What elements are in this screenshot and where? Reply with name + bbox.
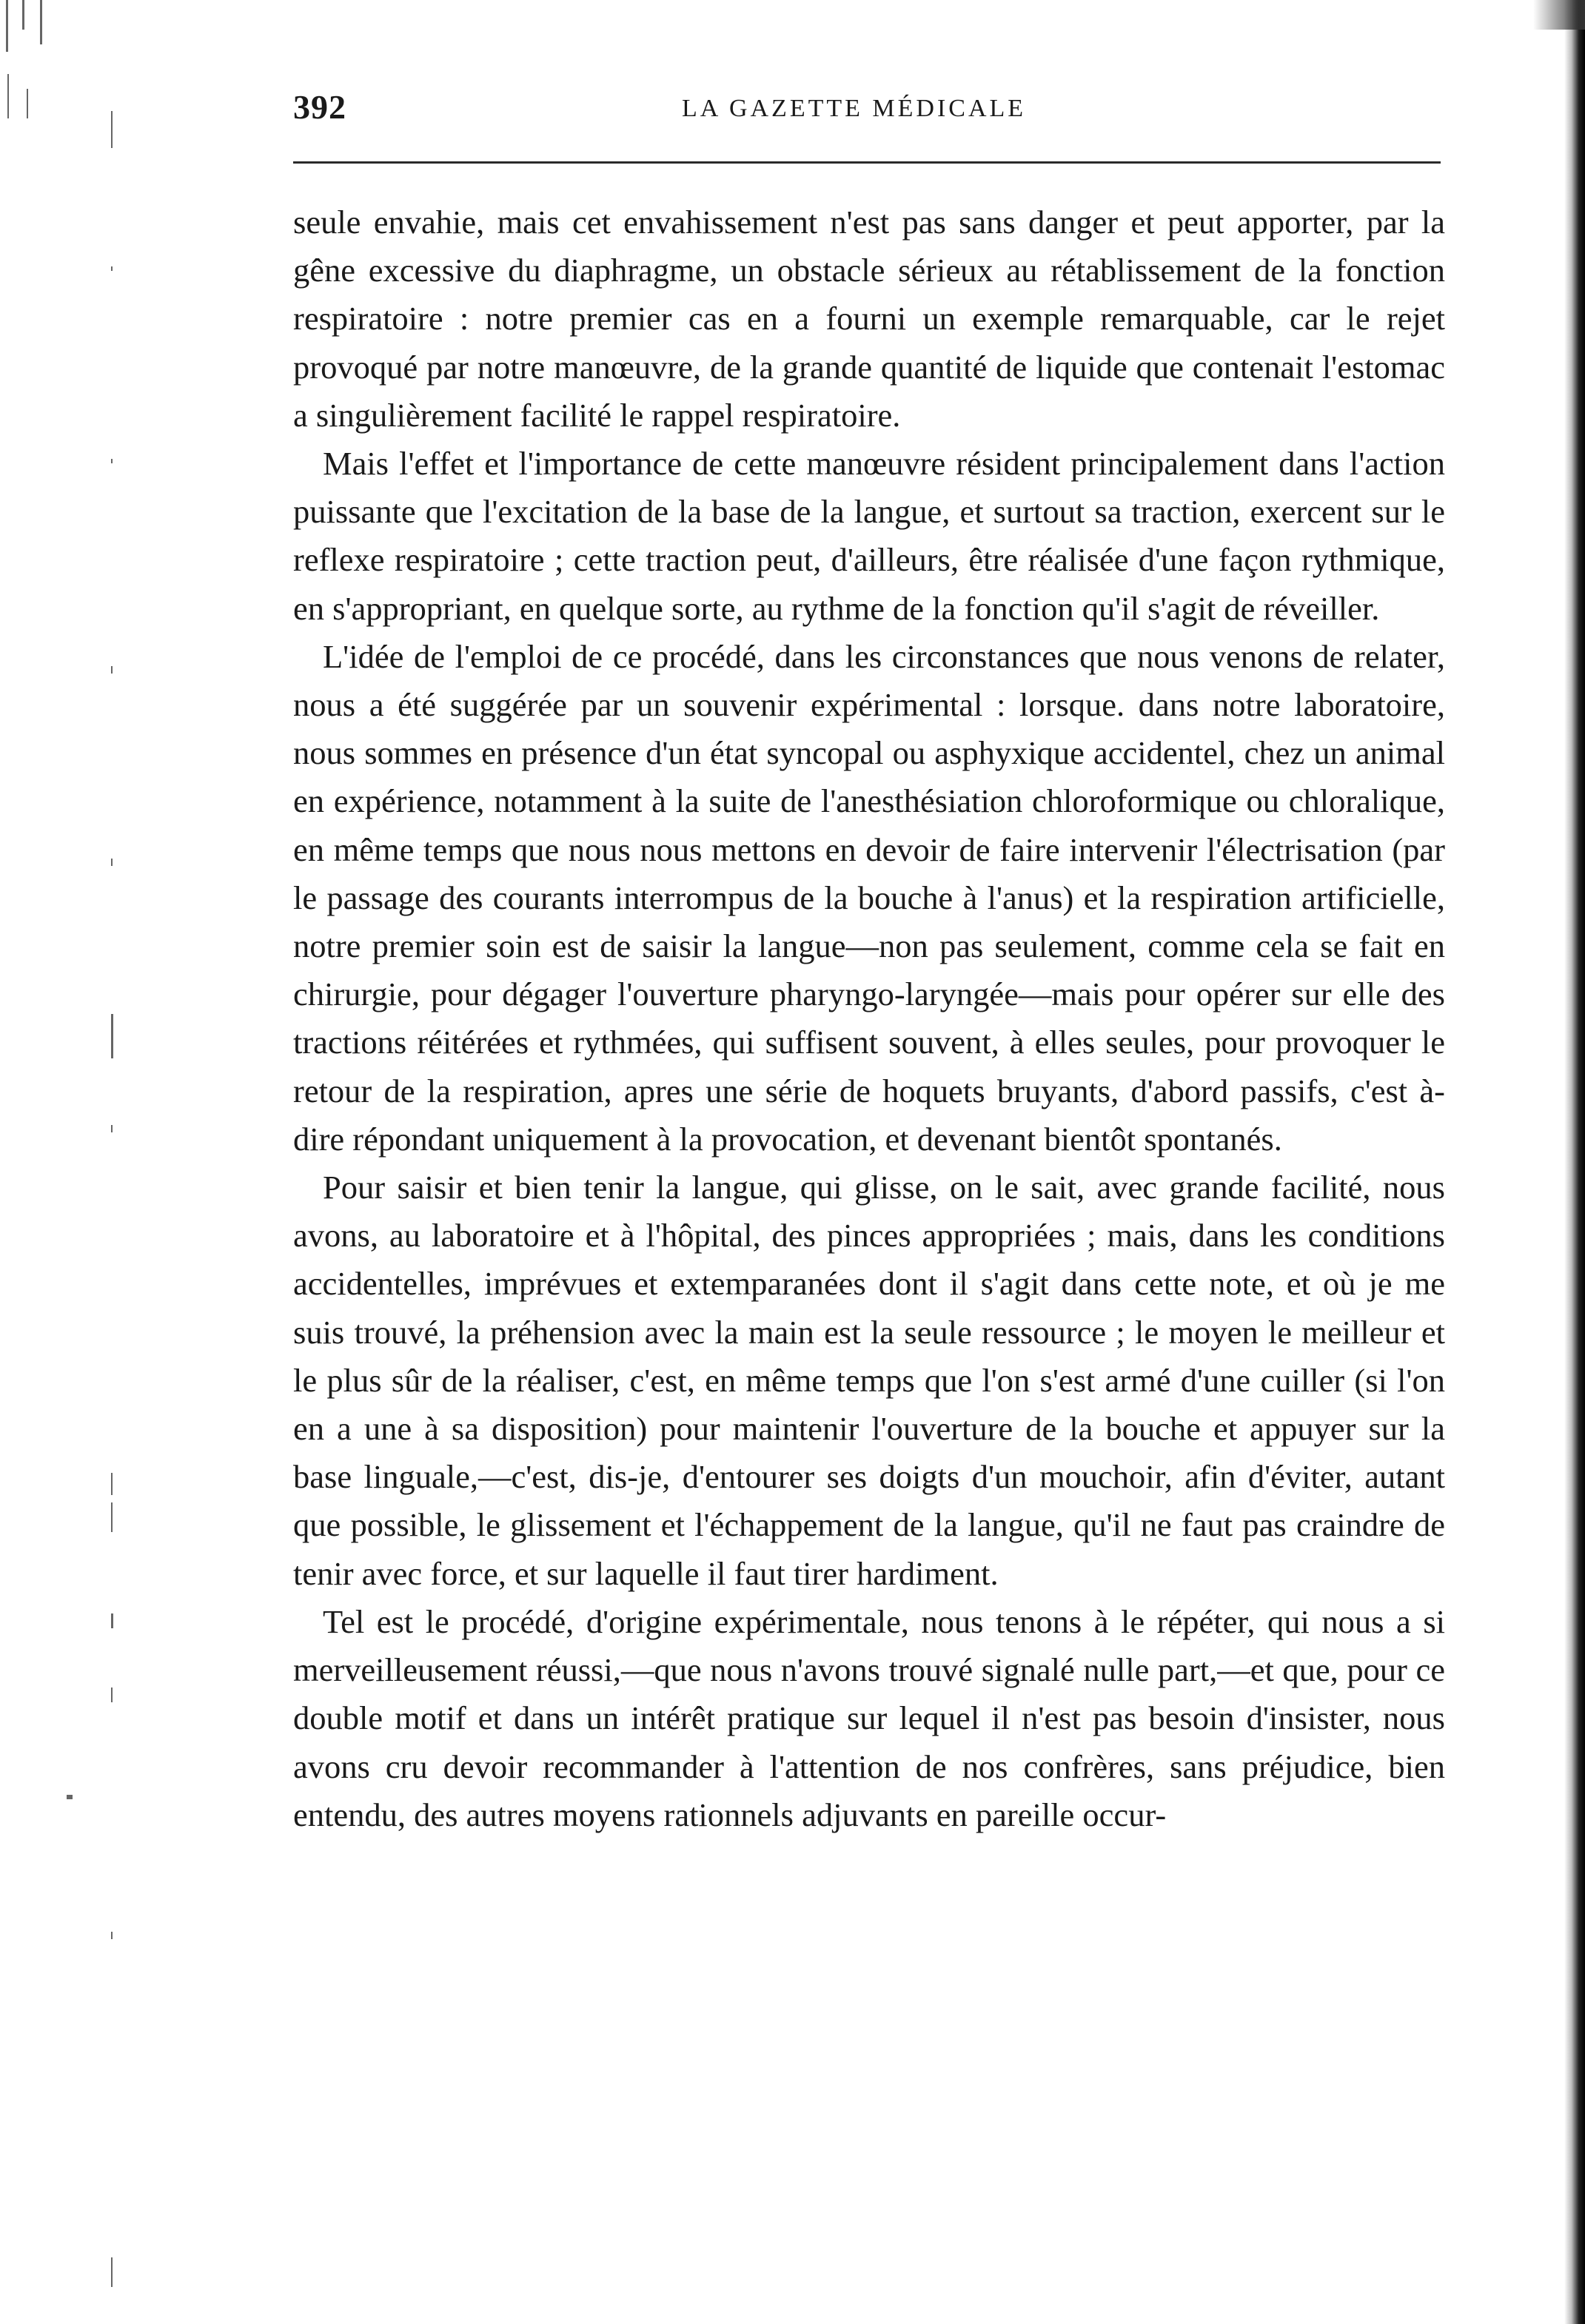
article-body bbox=[293, 198, 1445, 1839]
header-rule bbox=[293, 161, 1441, 164]
paragraph: Mais l'effet et l'importance de cette manœuvre résident principalement dans l'action puissante que l'excitation de la base de la langue, et surtout sa traction, exercent sur le reflexe respiratoire ; cette traction peut, d'ailleurs, être réalisée d'une façon rythmique, en s'appropriant, en quelque sorte, au rythme de la fonction qu'il s'agit de réveiller. bbox=[293, 445, 1445, 627]
paragraph: Tel est le procédé, d'origine expérimentale, nous tenons à le répéter, qui nous a si merveilleusement réussi,—que nous n'avons trouvé signalé nulle part,—et que, pour ce double motif et dans un intérêt pratique sur lequel il n'est pas besoin d'insister, nous avons cru devoir recommander à l'attention de nos confrères, sans préjudice, bien entendu, des autres moyens rationnels adjuvants en pareille occur- bbox=[293, 1602, 1445, 1833]
page-number: 392 bbox=[293, 88, 346, 126]
scan-edge bbox=[1564, 0, 1585, 2324]
paragraph: seule envahie, mais cet envahissement n'est pas sans danger et peut apporter, par la gêne excessive du diaphragme, un obstacle sérieux au rétablissement de la fonction respiratoire : notre premier cas en a fourni un exemple remarquable, car le rejet provoqué par notre manœuvre, de la grande quantité de liquide que contenait l'estomac a singulièrement facilité le rappel respiratoire. bbox=[293, 204, 1445, 434]
paragraph: Pour saisir et bien tenir la langue, qui glisse, on le sait, avec grande facilité, nous avons, au laboratoire et à l'hôpital, des pinces appropriées ; mais, dans les conditions accidentelles, imprévues et extemparanées dont il s'agit dans cette note, et où je me suis trouvé, la préhension avec la main est la seule ressource ; le moyen le meilleur et le plus sûr de la réaliser, c'est, en même temps que l'on s'est armé d'une cuiller (si l'on en a une à sa disposition) pour maintenir l'ouverture de la bouche et appuyer sur la base linguale,—c'est, dis-je, d'entourer ses doigts d'un mouchoir, afin d'éviter, autant que possible, le glissement et l'échappement de la langue, qu'il ne faut pas craindre de tenir avec force, et sur laquelle il faut tirer hardiment. bbox=[293, 1169, 1445, 1592]
scan-gutter bbox=[0, 0, 126, 2324]
paragraph: L'idée de l'emploi de ce procédé, dans les circonstances que nous venons de relater, nous a été suggérée par un souvenir expérimental : lorsque. dans notre laboratoire, nous sommes en présence d'un état syncopal ou asphyxique accidentel, chez un animal en expérience, notamment à la suite de l'anesthésiation chloroformique ou chloralique, en même temps que nous nous mettons en devoir de faire intervenir l'électrisation (par le passage des courants interrompus de la bouche à l'anus) et la respiration artificielle, notre premier soin est de saisir la langue—non pas seulement, comme cela se fait en chirurgie, pour dégager l'ouverture pharyngo-laryngée—mais pour opérer sur elle des tractions réitérées et rythmées, qui suffisent souvent, à elles seules, pour provoquer le retour de la respiration, apres une série de hoquets bruyants, d'abord passifs, c'est à-dire répondant uniquement à la provocation, et devenant bientôt spontanés. bbox=[293, 637, 1445, 1158]
scan-edge-corner bbox=[1533, 0, 1585, 30]
running-head: LA GAZETTE MÉDICALE bbox=[682, 95, 1027, 122]
page-header bbox=[293, 87, 1441, 139]
